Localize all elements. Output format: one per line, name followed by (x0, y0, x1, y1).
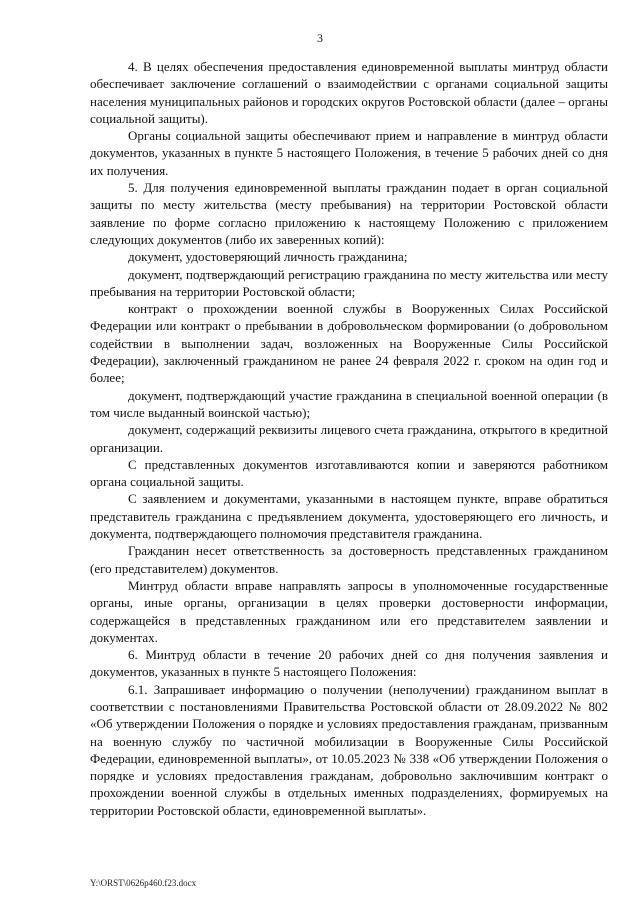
paragraph-copies: С представленных документов изготавливаются копии и заверяются работником органа социальной защиты. (90, 456, 608, 490)
paragraph-requests: Минтруд области вправе направлять запросы в уполномоченные государственные органы, иные органы, организации в целях проверки достоверности информации, содержащейся в представленных гражданином или его представителем заявлении и документах. (90, 577, 608, 645)
paragraph-5: 5. Для получения единовременной выплаты гражданин подает в орган социальной защиты по месту жительства (месту пребывания) на территории Ростовской области заявление по форме согласно приложению к настоящему Положению с приложением следующих документов (либо их заверенных копий): (90, 180, 608, 247)
paragraph-4: 4. В целях обеспечения предоставления единовременной выплаты минтруд области обеспечивает заключение соглашений о взаимодействии с органами социальной защиты населения муниципальных районов и городских округов Ростовской области (далее – органы социальной защиты). (90, 59, 609, 126)
paragraph-6-1: 6.1. Запрашивает информацию о получении (неполучении) гражданином выплат в соответствии с постановлениями Правительства Ростовской области от 28.09.2022 № 802 «Об утверждении Положения о порядке и условиях предоставления гражданам, призванным на военную службу по частичной мобилизации в Вооруженные Силы Российской Федерации, единовременной выплаты», от 10.05.2023 № 338 «Об утверждении Положения о порядке и условиях предоставления гражданам, добровольно заключившим контракт о прохождении военной службы в отдельных именных подразделениях, формируемых на территории Ростовской области, единовременной выплаты». (90, 681, 608, 818)
list-item-identity-document: документ, удостоверяющий личность гражданина; (128, 249, 408, 265)
list-item-participation-document: документ, подтверждающий участие гражданина в специальной военной операции (в том числе выданный воинской частью); (90, 387, 608, 420)
paragraph-social-agencies: Органы социальной защиты обеспечивают прием и направление в минтруд области документов, указанных в пункте 5 настоящего Положения, в течение 5 рабочих дней со дня их получения. (90, 128, 608, 178)
list-item-bank-details: документ, содержащий реквизиты лицевого счета гражданина, открытого в кредитной организации. (90, 422, 608, 455)
page-number: 3 (317, 31, 323, 45)
document-body (90, 58, 608, 819)
paragraph-representative: С заявлением и документами, указанными в настоящем пункте, вправе обратиться представитель гражданина с предъявлением документа, удостоверяющего его личность, и документа, подтверждающего полномочия представителя гражданина. (90, 491, 608, 542)
list-item-registration-document: документ, подтверждающий регистрацию гражданина по месту жительства или месту пребывания на территории Ростовской области; (90, 266, 608, 299)
list-item-military-contract: контракт о прохождении военной службы в Вооруженных Силах Российской Федерации или контракт о пребывании в добровольческом формировании (о добровольном содействии в выполнении задач, возложенных на Вооруженные Силы Российской Федерации), заключенный гражданином не ранее 24 февраля 2022 г. сроком на один год и более; (90, 301, 608, 386)
file-path-footer: Y:\ORST\0626p460.f23.docx (90, 878, 197, 888)
paragraph-6: 6. Минтруд области в течение 20 рабочих дней со дня получения заявления и документов, указанных в пункте 5 настоящего Положения: (90, 647, 608, 680)
paragraph-responsibility: Гражданин несет ответственность за достоверность представленных гражданином (его представителем) документов. (90, 543, 608, 576)
